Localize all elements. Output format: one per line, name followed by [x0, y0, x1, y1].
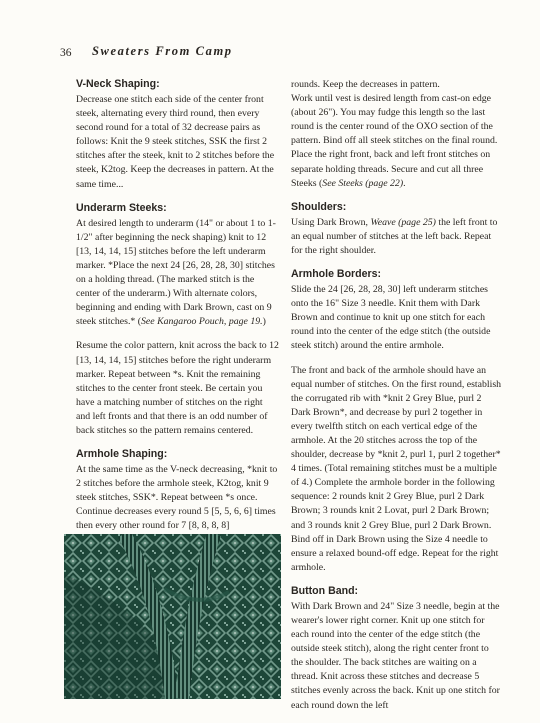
vneck-heading: V-Neck Shaping: [76, 78, 160, 90]
armhole-borders-heading: Armhole Borders: [291, 268, 382, 281]
right-column [291, 78, 503, 723]
underarm-body-1-end: ) [262, 316, 266, 328]
underarm-heading: Underarm Steeks: [76, 201, 167, 214]
running-title: Sweaters From Camp [92, 44, 233, 58]
continuation-body-2 [291, 92, 503, 191]
armhole-shaping-heading: Armhole Shaping: [76, 448, 168, 461]
left-column [76, 78, 279, 544]
shoulders-body-start: Using Dark Brown, [291, 216, 371, 228]
underarm-body-2: Resume the color pattern, knit across the back to 12 [13, 14, 14, 15] stitches before the right underarm marker. Repeat between *s. Knit the remaining stitches to the center front steek. Be certain you have a matching number of stitches on the right and left fronts and that there is an odd number of back stitches so the pattern remains centered. [76, 340, 279, 436]
shoulders-heading: Shoulders: [291, 200, 347, 213]
continuation-body-1: rounds. Keep the decreases in pattern. [291, 79, 440, 90]
page-number: 36 [60, 47, 72, 59]
continuation-body-2-end: . [403, 177, 406, 189]
armhole-borders-body-2: The front and back of the armhole should have an equal number of stitches. On the first round, establish the corrugated rib with *knit 2 Grey Blue, purl 2 Dark Brown*, and decrease by purl 2 together in every twelfth stitch on each vertical edge of the armhole. At the 20 stitches across the top of the shoulder, decrease by *knit 2, purl 1, purl 2 together* 4 times. (Total remaining stitches must be a multiple of 4.) Complete the armhole border in the following sequence: 2 rounds knit 2 Grey Blue, purl 2 Dark Brown; 3 rounds knit 2 Lovat, purl 2 Dark Brown; and 3 rounds knit 2 Grey Blue, purl 2 Dark Brown. Bind off in Dark Brown using the Size 4 needle to ensure a relaxed bound-off edge. Repeat for the right armhole. [291, 364, 502, 573]
continuation-body-2-text: Work until vest is desired length from cast-on edge (about 26"). You may fudge this length so the last round is the center round of the OXO section of the pattern. Bind off all steek stitches on the final round. Place the right front, back and left front stitches on separate holding threads. Secure and cut all three Steeks ( [291, 93, 498, 189]
shoulders-body [291, 216, 503, 258]
continuation-body-2-ref: See Steeks (page 22) [322, 177, 404, 189]
page-header [60, 44, 500, 62]
shoulders-body-end: the left front to an equal number of stitches at the left back. Repeat for the right shoulder. [291, 216, 498, 256]
button-band-heading: Button Band: [291, 584, 359, 597]
shoulders-body-ref: Weave (page 25) [370, 216, 436, 228]
button-band-body: With Dark Brown and 24" Size 3 needle, begin at the wearer's lower right corner. Knit up one stitch for each round into the center of the edge stitch (the outside steek stitch), along the right center front to the shoulder. The back stitches are waiting on a thread. Knit across these stitches and decrease 5 stitches evenly across the back. Knit up one stitch for each round down the left [291, 600, 500, 711]
vneck-body: Decrease one stitch each side of the center front steek, alternating every third round, then every second round for a total of 32 decrease pairs as follows: Knit the 9 steek stitches, SSK the first 2 stitches after the steek, knit to 2 stitches before the steek, K2tog. Keep the decreases in pattern. At the same time... [76, 94, 275, 190]
fair-isle-pattern-image [64, 534, 281, 699]
vest-detail-photo [64, 534, 281, 699]
armhole-shaping-body: At the same time as the V-neck decreasing, *knit to 2 stitches before the armhole steek, K2tog, knit 9 steek stitches, SSK*. Repeat between *s once. Continue decreases every round 5 [5, 5, 6, 6] times then every other round for 7 [8, 8, 8, 8] [76, 464, 278, 532]
armhole-borders-body-1: Slide the 24 [26, 28, 28, 30] left underarm stitches onto the 16" Size 3 needle. Knit them with Dark Brown and continue to knit up one stitch for each round into the center of the edge stitch (the outside steek stitch) around the entire armhole. [291, 284, 491, 352]
underarm-body-1-text: At desired length to underarm (14" or about 1 to 1-1/2" after beginning the neck shaping) knit to 12 [13, 14, 14, 15] stitches before the left underarm marker. *Place the next 24 [26, 28, 28, 30] stitches on a holding thread. (The marked stitch is the center of the underarm.) With alternate colors, beginning and ending with Dark Brown, cast on 9 steek stitches.* ( [76, 217, 276, 328]
underarm-body-1 [76, 217, 279, 330]
underarm-body-1-ref: See Kangaroo Pouch, page 19. [141, 316, 263, 328]
